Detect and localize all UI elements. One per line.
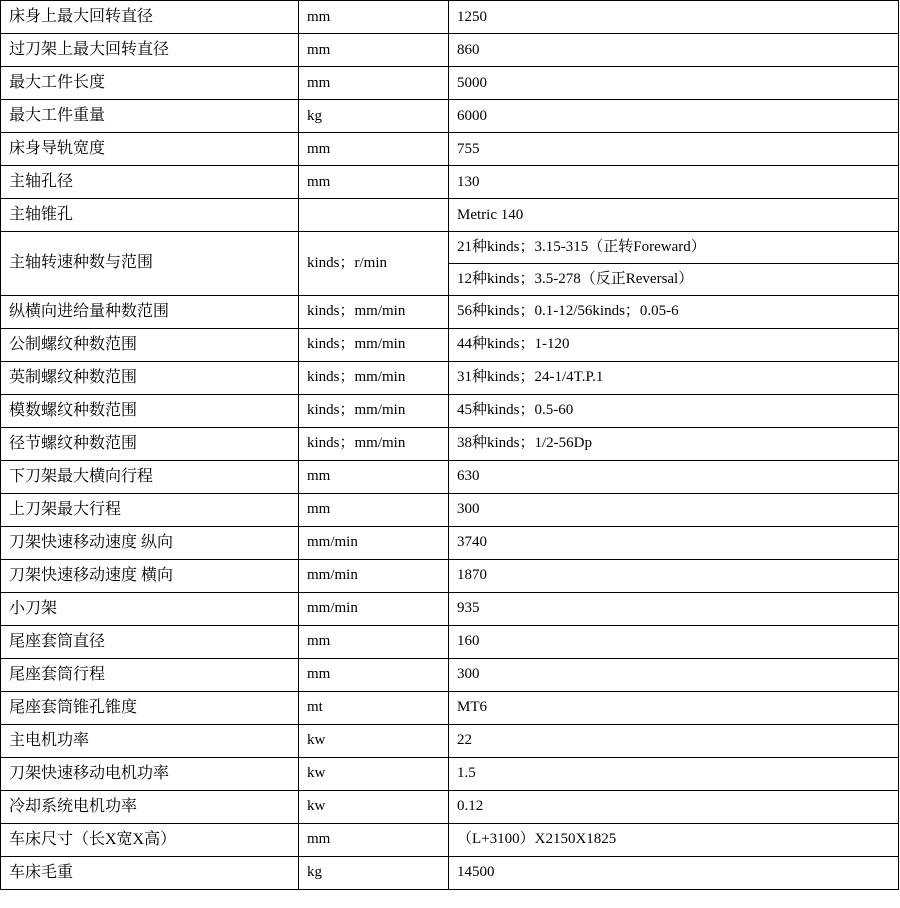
spec-name-cell: 径节螺纹种数范围 (1, 427, 299, 460)
spec-value-cell: 1.5 (449, 757, 899, 790)
table-row (1, 823, 899, 856)
spec-value-cell: Metric 140 (449, 199, 899, 232)
spec-name-cell: 冷却系统电机功率 (1, 790, 299, 823)
table-row (1, 460, 899, 493)
table-row (1, 427, 899, 460)
spec-name-cell: 小刀架 (1, 592, 299, 625)
table-row (1, 100, 899, 133)
spec-unit-cell: mm/min (299, 592, 449, 625)
spec-name-cell: 英制螺纹种数范围 (1, 361, 299, 394)
spec-name-cell: 主轴锥孔 (1, 199, 299, 232)
spec-value-cell: 21种kinds；3.15-315（正转Foreward） (449, 232, 899, 264)
spec-unit-cell: mm (299, 67, 449, 100)
spec-value-cell: MT6 (449, 691, 899, 724)
spec-unit-cell: kinds；mm/min (299, 361, 449, 394)
spec-unit-cell: kw (299, 757, 449, 790)
spec-value-cell: 45种kinds；0.5-60 (449, 394, 899, 427)
spec-name-cell: 刀架快速移动速度 纵向 (1, 526, 299, 559)
table-row (1, 295, 899, 328)
spec-unit-cell: mm (299, 460, 449, 493)
spec-unit-cell: mm/min (299, 526, 449, 559)
table-row (1, 691, 899, 724)
table-row (1, 67, 899, 100)
spec-unit-cell: kw (299, 724, 449, 757)
spec-name-cell: 尾座套筒锥孔锥度 (1, 691, 299, 724)
spec-unit-cell: mm (299, 823, 449, 856)
spec-name-cell: 下刀架最大横向行程 (1, 460, 299, 493)
spec-name-cell: 最大工件长度 (1, 67, 299, 100)
spec-name-cell: 最大工件重量 (1, 100, 299, 133)
table-row (1, 757, 899, 790)
spec-unit-cell: kinds；mm/min (299, 427, 449, 460)
spec-value-cell: 160 (449, 625, 899, 658)
spec-name-cell: 刀架快速移动速度 横向 (1, 559, 299, 592)
spec-value-cell: 130 (449, 166, 899, 199)
spec-name-cell: 刀架快速移动电机功率 (1, 757, 299, 790)
spec-name-cell: 模数螺纹种数范围 (1, 394, 299, 427)
spec-value-cell: 1250 (449, 1, 899, 34)
table-row (1, 232, 899, 264)
spec-value-cell: 56种kinds；0.1-12/56kinds；0.05-6 (449, 295, 899, 328)
table-row (1, 493, 899, 526)
spec-name-cell: 公制螺纹种数范围 (1, 328, 299, 361)
table-row (1, 133, 899, 166)
spec-unit-cell: mm (299, 166, 449, 199)
spec-unit-cell: kinds；r/min (299, 232, 449, 296)
spec-unit-cell: kinds；mm/min (299, 328, 449, 361)
spec-value-cell: 44种kinds；1-120 (449, 328, 899, 361)
spec-value-cell: 5000 (449, 67, 899, 100)
spec-value-cell: 935 (449, 592, 899, 625)
spec-name-cell: 过刀架上最大回转直径 (1, 34, 299, 67)
spec-unit-cell: mm/min (299, 559, 449, 592)
table-row (1, 790, 899, 823)
spec-unit-cell: mm (299, 493, 449, 526)
spec-unit-cell: mm (299, 133, 449, 166)
spec-name-cell: 床身上最大回转直径 (1, 1, 299, 34)
spec-unit-cell: kg (299, 856, 449, 889)
table-row (1, 526, 899, 559)
spec-name-cell: 纵横向进给量种数范围 (1, 295, 299, 328)
table-row (1, 199, 899, 232)
table-row (1, 658, 899, 691)
spec-unit-cell: kinds；mm/min (299, 295, 449, 328)
table-row (1, 1, 899, 34)
spec-name-cell: 床身导轨宽度 (1, 133, 299, 166)
spec-value-cell: 14500 (449, 856, 899, 889)
spec-value-cell: 630 (449, 460, 899, 493)
spec-unit-cell: mm (299, 625, 449, 658)
spec-name-cell: 主轴孔径 (1, 166, 299, 199)
spec-unit-cell: mt (299, 691, 449, 724)
spec-name-cell: 尾座套筒直径 (1, 625, 299, 658)
spec-value-cell: 0.12 (449, 790, 899, 823)
spec-value-cell: 300 (449, 493, 899, 526)
spec-value-cell: 755 (449, 133, 899, 166)
spec-unit-cell (299, 199, 449, 232)
table-row (1, 856, 899, 889)
table-row (1, 724, 899, 757)
spec-unit-cell: mm (299, 1, 449, 34)
spec-name-cell: 尾座套筒行程 (1, 658, 299, 691)
spec-name-cell: 车床毛重 (1, 856, 299, 889)
table-row (1, 361, 899, 394)
spec-unit-cell: kg (299, 100, 449, 133)
spec-value-cell: 300 (449, 658, 899, 691)
table-row (1, 34, 899, 67)
table-row (1, 559, 899, 592)
spec-name-cell: 上刀架最大行程 (1, 493, 299, 526)
spec-value-cell: 38种kinds；1/2-56Dp (449, 427, 899, 460)
spec-value-cell: 12种kinds；3.5-278（反正Reversal） (449, 263, 899, 295)
table-row (1, 166, 899, 199)
table-row (1, 592, 899, 625)
spec-value-cell: （L+3100）X2150X1825 (449, 823, 899, 856)
spec-unit-cell: kinds；mm/min (299, 394, 449, 427)
table-row (1, 625, 899, 658)
spec-value-cell: 31种kinds；24-1/4T.P.1 (449, 361, 899, 394)
spec-unit-cell: kw (299, 790, 449, 823)
spec-name-cell: 车床尺寸（长X宽X高） (1, 823, 299, 856)
spec-name-cell: 主电机功率 (1, 724, 299, 757)
table-row (1, 394, 899, 427)
spec-value-cell: 1870 (449, 559, 899, 592)
spec-value-cell: 860 (449, 34, 899, 67)
spec-value-cell: 6000 (449, 100, 899, 133)
spec-name-cell: 主轴转速种数与范围 (1, 232, 299, 296)
table-row (1, 328, 899, 361)
spec-value-cell: 3740 (449, 526, 899, 559)
spec-value-cell: 22 (449, 724, 899, 757)
spec-unit-cell: mm (299, 658, 449, 691)
spec-unit-cell: mm (299, 34, 449, 67)
